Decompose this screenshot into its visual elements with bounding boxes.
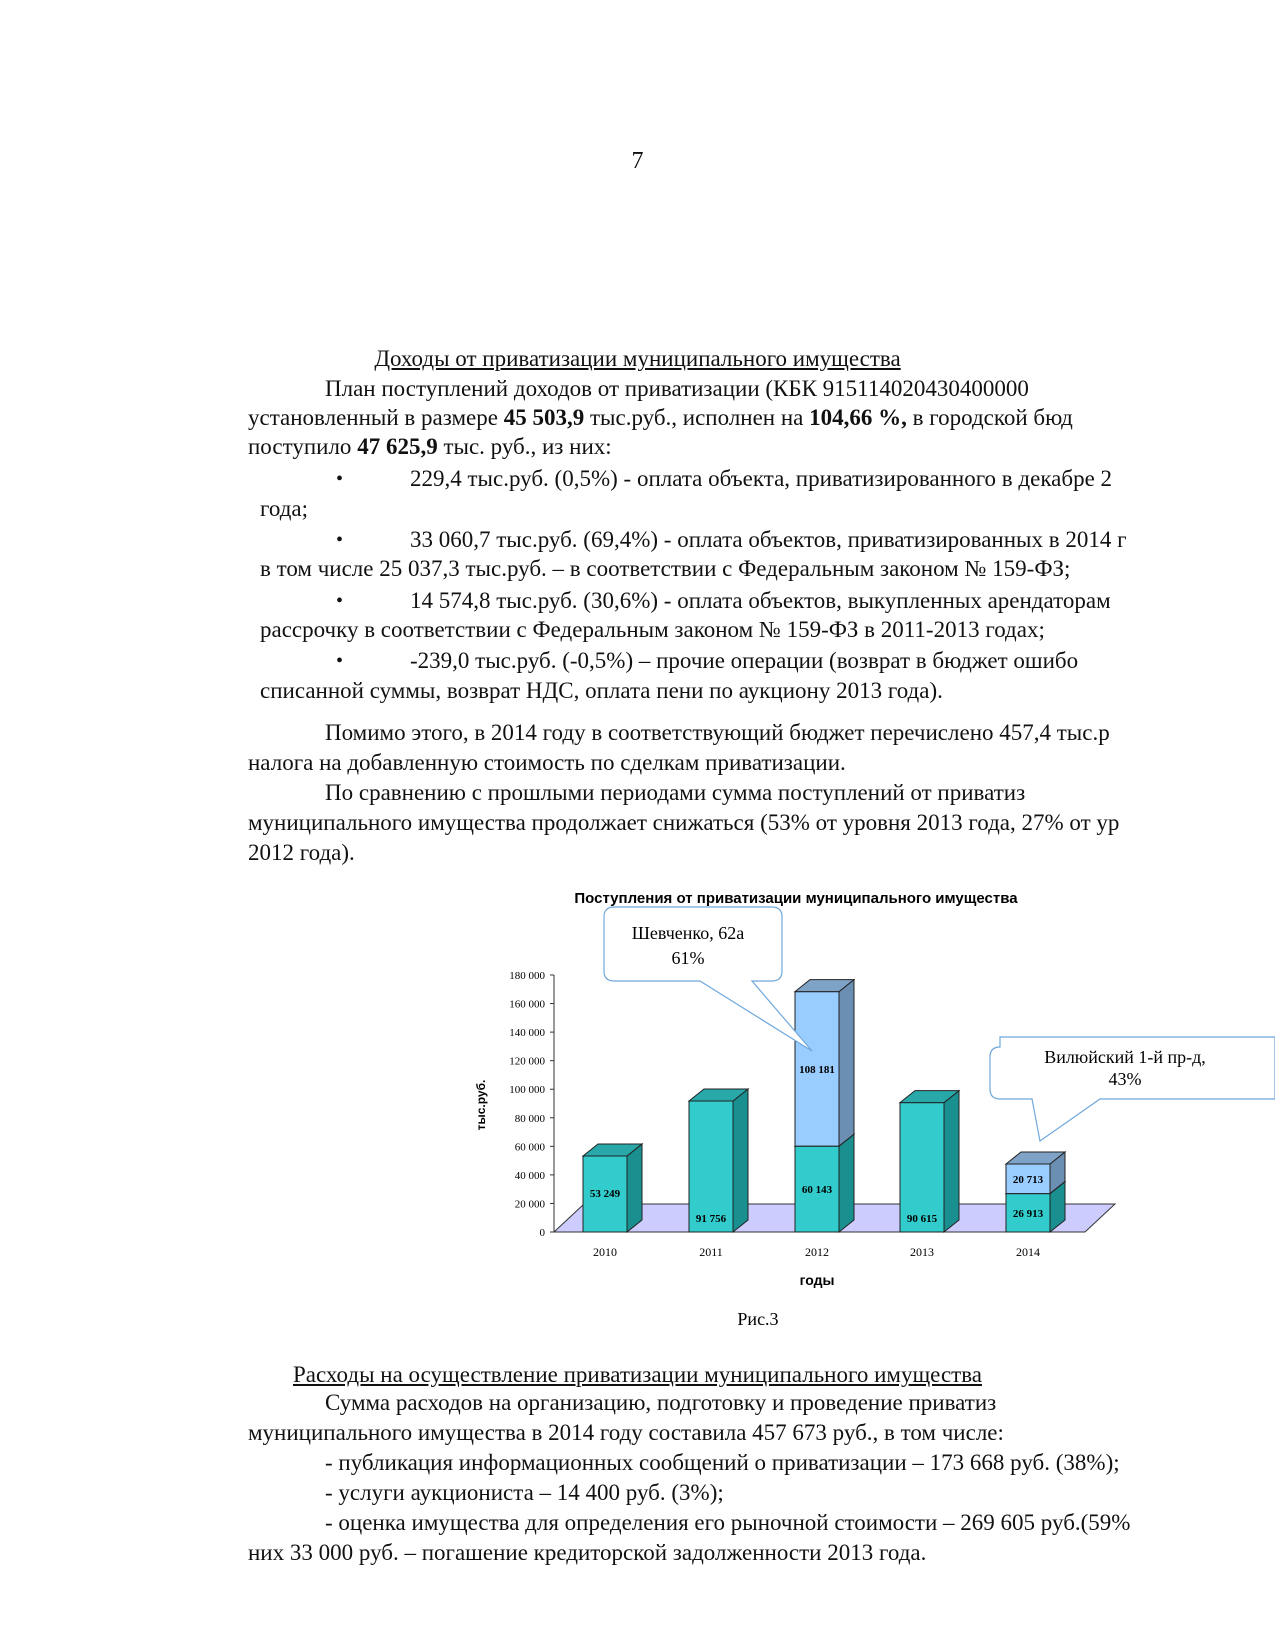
figure-caption: Рис.3 xyxy=(737,1309,779,1329)
bullet-text: 33 060,7 тыс.руб. (69,4%) - оплата объектов, приватизированных в 2014 г xyxy=(410,527,1127,552)
bullet-text: в том числе 25 037,3 тыс.руб. – в соответствии с Федеральным законом № 159-ФЗ; xyxy=(260,556,1071,581)
data-label: 26 913 xyxy=(1012,1207,1044,1220)
y-tick-label: 120 000 xyxy=(509,1055,545,1068)
bullet-icon: • xyxy=(336,650,344,672)
paragraph-line: Сумма расходов на организацию, подготовку и проведение приватиз xyxy=(325,1390,997,1415)
bullet-text: 229,4 тыс.руб. (0,5%) - оплата объекта, приватизированного в декабре 2 xyxy=(410,466,1113,491)
y-tick-label: 160 000 xyxy=(509,998,545,1011)
paragraph-line xyxy=(248,434,612,460)
page-number: 7 xyxy=(631,148,644,174)
x-tick-label: 2014 xyxy=(1016,1245,1040,1259)
y-axis-label: тыс.руб. xyxy=(474,1079,488,1131)
x-tick-label: 2013 xyxy=(910,1245,934,1259)
paragraph-line: муниципального имущества продолжает снижаться (53% от уровня 2013 года, 27% от ур xyxy=(248,810,1120,835)
y-tick-label: 60 000 xyxy=(514,1141,545,1154)
bar-side xyxy=(839,980,854,1146)
chart-title: Поступления от приватизации муниципального имущества xyxy=(574,890,1018,907)
paragraph-line: налога на добавленную стоимость по сделкам приватизации. xyxy=(248,750,846,775)
bullet-icon: • xyxy=(336,590,344,612)
paragraph-line: План поступлений доходов от приватизации (КБК 915114020430400000 xyxy=(325,376,1029,401)
x-axis-label: годы xyxy=(799,1272,835,1288)
section-heading-income: Доходы от приватизации муниципального имущества xyxy=(374,346,901,371)
bar-side xyxy=(839,1134,854,1232)
x-tick-label: 2010 xyxy=(593,1245,617,1259)
y-tick-label: 0 xyxy=(539,1227,545,1239)
y-tick-label: 80 000 xyxy=(514,1112,545,1125)
expense-item: - оценка имущества для определения его рыночной стоимости – 269 605 руб.(59% xyxy=(325,1510,1131,1535)
bullet-icon: • xyxy=(336,529,344,551)
callout-text: 43% xyxy=(1108,1069,1142,1089)
text-run: поступило xyxy=(248,434,358,459)
expense-item: них 33 000 руб. – погашение кредиторской задолженности 2013 года. xyxy=(248,1540,927,1565)
data-label: 91 756 xyxy=(695,1213,727,1225)
callout-text: 61% xyxy=(671,948,705,968)
planned-amount: 45 503,9 xyxy=(503,405,585,430)
bar-side xyxy=(733,1089,748,1232)
bullet-text: 14 574,8 тыс.руб. (30,6%) - оплата объектов, выкупленных арендаторам xyxy=(410,588,1111,613)
data-label: 90 615 xyxy=(906,1213,938,1225)
y-tick-label: 180 000 xyxy=(509,970,545,982)
y-tick-label: 20 000 xyxy=(514,1198,545,1211)
callout-text: Вилюйский 1-й пр-д, xyxy=(1044,1047,1206,1067)
execution-percent: 104,66 %, xyxy=(809,405,907,430)
y-tick-label: 140 000 xyxy=(509,1027,545,1040)
paragraph-line xyxy=(248,405,1073,431)
data-label: 60 143 xyxy=(801,1184,833,1197)
received-amount: 47 625,9 xyxy=(357,434,438,459)
text-run: в городской бюд xyxy=(906,405,1073,430)
privatization-chart xyxy=(0,875,1275,1345)
bullet-text: -239,0 тыс.руб. (-0,5%) – прочие операции (возврат в бюджет ошибо xyxy=(410,648,1079,673)
expense-item: - услуги аукциониста – 14 400 руб. (3%); xyxy=(325,1480,724,1505)
expense-item: - публикация информационных сообщений о приватизации – 173 668 руб. (38%); xyxy=(325,1450,1120,1475)
callout-text: Шевченко, 62а xyxy=(631,923,745,943)
paragraph-line: По сравнению с прошлыми периодами сумма поступлений от приватиз xyxy=(325,780,1026,805)
bullet-text: года; xyxy=(260,496,308,521)
data-label: 20 713 xyxy=(1012,1173,1044,1186)
bullet-icon: • xyxy=(336,468,344,490)
bullet-text: рассрочку в соответствии с Федеральным законом № 159-ФЗ в 2011-2013 годах; xyxy=(260,617,1045,642)
y-tick-label: 100 000 xyxy=(509,1084,545,1097)
x-tick-label: 2012 xyxy=(805,1245,829,1259)
bar-side xyxy=(627,1144,642,1232)
text-run: тыс. руб., из них: xyxy=(437,434,612,459)
paragraph-line: Помимо этого, в 2014 году в соответствующий бюджет перечислено 457,4 тыс.р xyxy=(325,720,1110,745)
bar-side xyxy=(944,1091,959,1232)
data-label: 53 249 xyxy=(589,1188,621,1200)
text-run: установленный в размере xyxy=(248,405,504,430)
paragraph-line: 2012 года). xyxy=(248,840,355,865)
paragraph-line: муниципального имущества в 2014 году составила 457 673 руб., в том числе: xyxy=(248,1420,1004,1445)
x-tick-label: 2011 xyxy=(699,1245,723,1259)
data-label: 108 181 xyxy=(799,1063,835,1076)
text-run: тыс.руб., исполнен на xyxy=(584,405,810,430)
y-tick-label: 40 000 xyxy=(514,1169,545,1182)
section-heading-expenses: Расходы на осуществление приватизации муниципального имущества xyxy=(293,1362,982,1387)
bullet-text: списанной суммы, возврат НДС, оплата пени по аукциону 2013 года). xyxy=(260,678,943,703)
